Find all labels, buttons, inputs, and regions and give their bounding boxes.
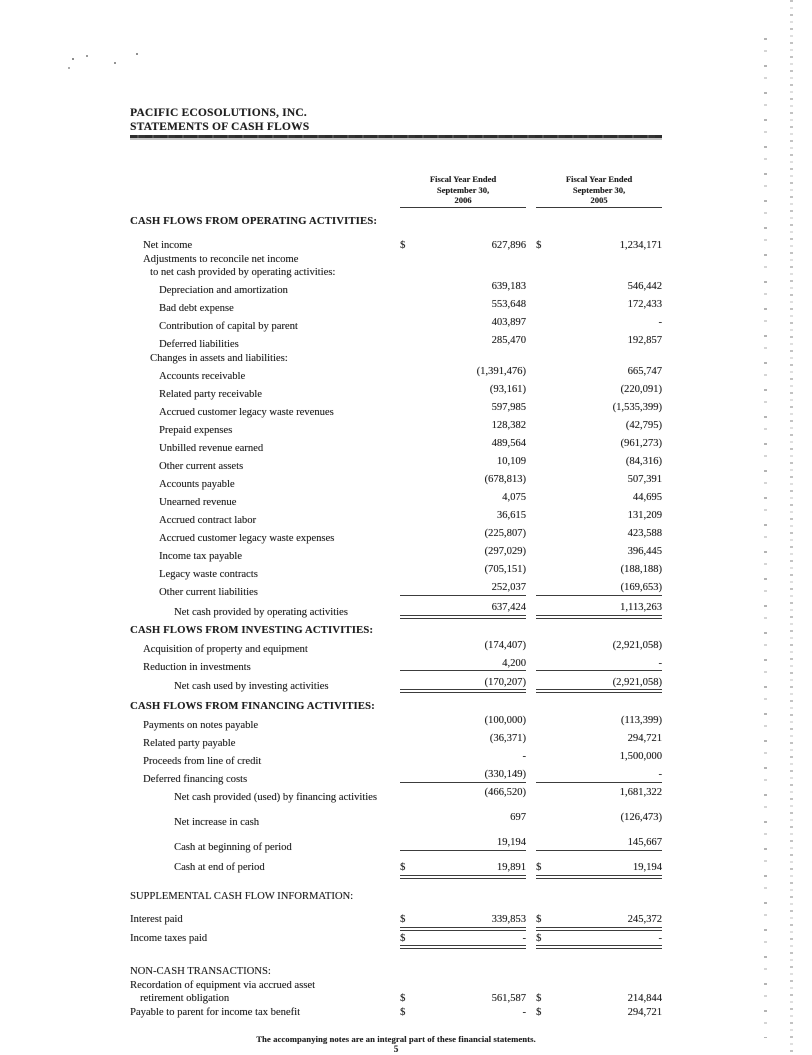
- amount: 214,844: [627, 993, 662, 1005]
- column-header-line1: Fiscal Year Ended: [565, 174, 633, 184]
- amount: (170,207): [484, 676, 526, 688]
- value-2006: [400, 657, 526, 672]
- row-label: Deferred liabilities: [159, 339, 239, 351]
- amount: -: [522, 1006, 526, 1018]
- statement-row: [130, 253, 662, 267]
- value-2006: [400, 365, 526, 379]
- column-header-line1: Fiscal Year Ended: [429, 174, 497, 184]
- statement-row: [130, 239, 662, 253]
- statement-row: [130, 732, 662, 750]
- column-header-line2: September 30,: [436, 184, 490, 195]
- amount: 128,382: [491, 420, 526, 432]
- statement-row: [130, 1006, 662, 1020]
- amount: 4,200: [502, 657, 526, 669]
- value-2005: [536, 1006, 662, 1020]
- amount: 597,985: [491, 402, 526, 414]
- amount: 285,470: [491, 334, 526, 346]
- amount: 294,721: [627, 733, 662, 745]
- row-label: SUPPLEMENTAL CASH FLOW INFORMATION:: [130, 890, 354, 902]
- value-2006: [400, 768, 526, 783]
- value-2005: [536, 581, 662, 596]
- document-title: STATEMENTS OF CASH FLOWS: [130, 121, 310, 133]
- amount: 403,897: [491, 316, 526, 328]
- amount: (466,520): [484, 787, 526, 799]
- value-2006: [400, 639, 526, 653]
- amount: 19,194: [496, 837, 526, 849]
- value-2006: [400, 509, 526, 523]
- value-2005: [536, 913, 662, 931]
- amount: 546,442: [627, 280, 662, 292]
- amount: 665,747: [627, 366, 662, 378]
- amount: (1,391,476): [476, 366, 526, 378]
- statement-row: [130, 913, 662, 931]
- value-2005: [536, 714, 662, 728]
- statement-row: [130, 811, 662, 829]
- statement-row: [130, 601, 662, 619]
- amount: 1,500,000: [619, 751, 662, 763]
- value-2006: [400, 334, 526, 348]
- amount: 1,681,322: [619, 787, 662, 799]
- row-label: Legacy waste contracts: [159, 568, 258, 580]
- row-label: Income taxes paid: [130, 932, 208, 944]
- amount: 1,113,263: [620, 602, 662, 614]
- value-2005: [536, 861, 662, 879]
- statement-row: [130, 334, 662, 352]
- row-label: Payable to parent for income tax benefit: [130, 1006, 301, 1018]
- currency-symbol: $: [536, 914, 542, 926]
- amount: 172,433: [627, 298, 662, 310]
- column-header-year: 2006: [400, 195, 526, 208]
- statement-row: [130, 316, 662, 334]
- row-label: CASH FLOWS FROM OPERATING ACTIVITIES:: [130, 214, 378, 227]
- amount: (330,149): [484, 769, 526, 781]
- amount: -: [522, 932, 526, 944]
- row-label: Bad debt expense: [159, 303, 234, 315]
- statement-row: [130, 657, 662, 675]
- title-rule: [130, 135, 662, 138]
- row-label: Net income: [143, 240, 193, 252]
- amount: (678,813): [484, 474, 526, 486]
- value-2005: [536, 545, 662, 559]
- row-label: Other current liabilities: [159, 586, 258, 598]
- amount: (705,151): [484, 564, 526, 576]
- row-label: Net increase in cash: [174, 816, 260, 828]
- row-label: Recordation of equipment via accrued asset: [130, 979, 316, 991]
- amount: 10,109: [496, 456, 526, 468]
- cash-flow-statement: [130, 106, 662, 1055]
- value-2006: [400, 676, 526, 694]
- value-2006: [400, 601, 526, 619]
- row-label: Payments on notes payable: [143, 719, 259, 731]
- amount: (297,029): [484, 546, 526, 558]
- amount: 1,234,171: [619, 240, 662, 252]
- amount: (84,316): [625, 456, 662, 468]
- row-label: to net cash provided by operating activities:: [150, 267, 336, 279]
- value-2006: [400, 239, 526, 253]
- row-label: Other current assets: [159, 460, 244, 472]
- currency-symbol: $: [536, 993, 542, 1005]
- value-2005: [536, 657, 662, 672]
- statement-row: [130, 473, 662, 491]
- row-label: Reduction in investments: [143, 662, 251, 674]
- page-number: 5: [393, 1044, 399, 1055]
- value-2006: [400, 316, 526, 330]
- statement-row: [130, 676, 662, 694]
- row-label: Deferred financing costs: [143, 773, 248, 785]
- row-label: Acquisition of property and equipment: [143, 644, 308, 656]
- amount: 44,695: [632, 492, 662, 504]
- statement-row: [130, 714, 662, 732]
- row-label: Proceeds from line of credit: [143, 755, 262, 767]
- value-2005: [536, 639, 662, 653]
- amount: 639,183: [491, 280, 526, 292]
- row-label: Income tax payable: [159, 550, 242, 562]
- value-2006: [400, 563, 526, 577]
- amount: (100,000): [484, 715, 526, 727]
- scan-noise-strip: [764, 38, 767, 1038]
- row-label: Prepaid expenses: [159, 424, 233, 436]
- value-2005: [536, 239, 662, 253]
- statement-row: [130, 768, 662, 786]
- statement-rows: [130, 215, 662, 1020]
- amount: 131,209: [627, 510, 662, 522]
- value-2005: [536, 563, 662, 577]
- amount: 561,587: [491, 993, 526, 1005]
- value-2006: [400, 455, 526, 469]
- value-2006: [400, 836, 526, 851]
- currency-symbol: $: [536, 932, 542, 944]
- row-label: CASH FLOWS FROM INVESTING ACTIVITIES:: [130, 624, 374, 637]
- statement-row: [130, 527, 662, 545]
- row-label: Accrued customer legacy waste expenses: [159, 532, 335, 544]
- amount: (174,407): [484, 639, 526, 651]
- statement-row: [130, 581, 662, 599]
- amount: 192,857: [627, 334, 662, 346]
- column-header-2006: [400, 174, 526, 208]
- statement-row: [130, 491, 662, 509]
- statement-row: [130, 992, 662, 1006]
- value-2005: [536, 401, 662, 415]
- value-2005: [536, 836, 662, 851]
- value-2005: [536, 750, 662, 764]
- value-2005: [536, 527, 662, 541]
- value-2005: [536, 768, 662, 783]
- section-heading-row: [130, 215, 662, 229]
- value-2005: [536, 365, 662, 379]
- row-label: Cash at end of period: [174, 862, 265, 874]
- statement-row: [130, 352, 662, 366]
- amount: -: [658, 657, 662, 669]
- footer-note: The accompanying notes are an integral part of these financial statements.: [256, 1034, 536, 1045]
- currency-symbol: $: [400, 1006, 406, 1018]
- value-2006: [400, 714, 526, 728]
- statement-row: [130, 786, 662, 804]
- statement-row: [130, 861, 662, 879]
- pencil-mark-artifact: [72, 58, 74, 60]
- value-2006: [400, 473, 526, 487]
- amount: (93,161): [489, 384, 526, 396]
- value-2005: [536, 473, 662, 487]
- statement-row: [130, 639, 662, 657]
- amount: 36,615: [496, 510, 526, 522]
- value-2006: [400, 786, 526, 800]
- amount: 19,891: [496, 862, 526, 874]
- value-2006: [400, 491, 526, 505]
- row-label: Accounts payable: [159, 478, 235, 490]
- statement-row: [130, 266, 662, 280]
- amount: 697: [510, 812, 526, 824]
- value-2006: [400, 545, 526, 559]
- value-2006: [400, 732, 526, 746]
- row-label: Net cash provided (used) by financing activities: [174, 791, 377, 803]
- column-headers: [130, 174, 662, 208]
- row-label: Net cash used by investing activities: [174, 681, 329, 693]
- currency-symbol: $: [400, 932, 406, 944]
- value-2005: [536, 419, 662, 433]
- statement-row: [130, 750, 662, 768]
- scan-noise-strip: [790, 0, 793, 1054]
- statement-row: [130, 437, 662, 455]
- value-2006: [400, 750, 526, 764]
- statement-row: [130, 365, 662, 383]
- statement-row: [130, 280, 662, 298]
- value-2006: [400, 419, 526, 433]
- amount: 507,391: [627, 474, 662, 486]
- amount: 252,037: [491, 582, 526, 594]
- amount: -: [658, 932, 662, 944]
- amount: 245,372: [627, 914, 662, 926]
- amount: (42,795): [625, 420, 662, 432]
- value-2006: [400, 401, 526, 415]
- amount: (188,188): [620, 564, 662, 576]
- value-2006: [400, 913, 526, 931]
- row-label: CASH FLOWS FROM FINANCING ACTIVITIES:: [130, 699, 375, 712]
- value-2005: [536, 298, 662, 312]
- value-2006: [400, 932, 526, 950]
- row-label: Related party payable: [143, 737, 236, 749]
- amount: 294,721: [627, 1006, 662, 1018]
- value-2005: [536, 811, 662, 825]
- row-label: retirement obligation: [140, 993, 230, 1005]
- section-heading-row: [130, 624, 662, 638]
- value-2005: [536, 932, 662, 950]
- amount: (126,473): [620, 812, 662, 824]
- row-label: Adjustments to reconcile net income: [143, 253, 299, 265]
- row-label: Net cash provided by operating activities: [174, 606, 348, 618]
- statement-row: [130, 563, 662, 581]
- value-2005: [536, 786, 662, 800]
- row-label: Related party receivable: [159, 388, 262, 400]
- value-2006: [400, 527, 526, 541]
- value-2005: [536, 676, 662, 694]
- statement-row: [130, 965, 662, 979]
- amount: 339,853: [491, 914, 526, 926]
- row-label: Changes in assets and liabilities:: [150, 352, 288, 364]
- value-2006: [400, 437, 526, 451]
- statement-row: [130, 932, 662, 950]
- value-2006: [400, 992, 526, 1006]
- amount: 553,648: [491, 298, 526, 310]
- amount: 396,445: [627, 546, 662, 558]
- amount: 145,667: [627, 837, 662, 849]
- statement-row: [130, 383, 662, 401]
- value-2005: [536, 334, 662, 348]
- currency-symbol: $: [536, 862, 542, 874]
- column-header-year: 2005: [536, 195, 662, 208]
- amount: (2,921,058): [612, 676, 662, 688]
- statement-row: [130, 836, 662, 854]
- value-2005: [536, 437, 662, 451]
- value-2005: [536, 316, 662, 330]
- amount: -: [658, 316, 662, 328]
- value-2006: [400, 298, 526, 312]
- statement-row: [130, 455, 662, 473]
- row-label: Depreciation and amortization: [159, 285, 288, 297]
- amount: (220,091): [620, 384, 662, 396]
- statement-row: [130, 545, 662, 563]
- amount: (169,653): [620, 582, 662, 594]
- value-2006: [400, 280, 526, 294]
- amount: 627,896: [491, 240, 526, 252]
- value-2006: [400, 861, 526, 879]
- currency-symbol: $: [400, 240, 406, 252]
- value-2005: [536, 992, 662, 1006]
- statement-row: [130, 401, 662, 419]
- amount: -: [522, 751, 526, 763]
- row-label: Accounts receivable: [159, 370, 246, 382]
- column-header-line2: September 30,: [572, 184, 626, 195]
- row-label: Accrued contract labor: [159, 514, 257, 526]
- statement-row: [130, 298, 662, 316]
- amount: (2,921,058): [612, 639, 662, 651]
- amount: 4,075: [502, 492, 526, 504]
- currency-symbol: $: [536, 240, 542, 252]
- amount: 423,588: [627, 528, 662, 540]
- amount: 637,424: [491, 602, 526, 614]
- section-heading-row: [130, 700, 662, 714]
- value-2005: [536, 601, 662, 619]
- row-label: Contribution of capital by parent: [159, 321, 298, 333]
- row-label: Accrued customer legacy waste revenues: [159, 406, 334, 418]
- value-2005: [536, 491, 662, 505]
- amount: (961,273): [620, 438, 662, 450]
- row-label: NON-CASH TRANSACTIONS:: [130, 966, 271, 978]
- value-2005: [536, 732, 662, 746]
- amount: 489,564: [491, 438, 526, 450]
- amount: -: [658, 769, 662, 781]
- row-label: Unbilled revenue earned: [159, 442, 264, 454]
- value-2006: [400, 1006, 526, 1020]
- company-name: PACIFIC ECOSOLUTIONS, INC.: [130, 107, 307, 119]
- amount: (1,535,399): [612, 402, 662, 414]
- value-2005: [536, 509, 662, 523]
- value-2005: [536, 383, 662, 397]
- amount: (113,399): [620, 715, 662, 727]
- currency-symbol: $: [400, 862, 406, 874]
- value-2006: [400, 811, 526, 825]
- amount: (225,807): [484, 528, 526, 540]
- amount: 19,194: [632, 862, 662, 874]
- row-label: Cash at beginning of period: [174, 841, 292, 853]
- amount: (36,371): [489, 733, 526, 745]
- statement-row: [130, 509, 662, 527]
- row-label: Unearned revenue: [159, 496, 237, 508]
- value-2006: [400, 581, 526, 596]
- row-label: Interest paid: [130, 914, 183, 926]
- column-header-2005: [536, 174, 662, 208]
- statement-row: [130, 890, 662, 904]
- statement-row: [130, 419, 662, 437]
- currency-symbol: $: [536, 1006, 542, 1018]
- value-2005: [536, 455, 662, 469]
- currency-symbol: $: [400, 993, 406, 1005]
- column-header-spacer: [130, 174, 400, 208]
- value-2005: [536, 280, 662, 294]
- value-2006: [400, 383, 526, 397]
- statement-row: [130, 979, 662, 993]
- currency-symbol: $: [400, 914, 406, 926]
